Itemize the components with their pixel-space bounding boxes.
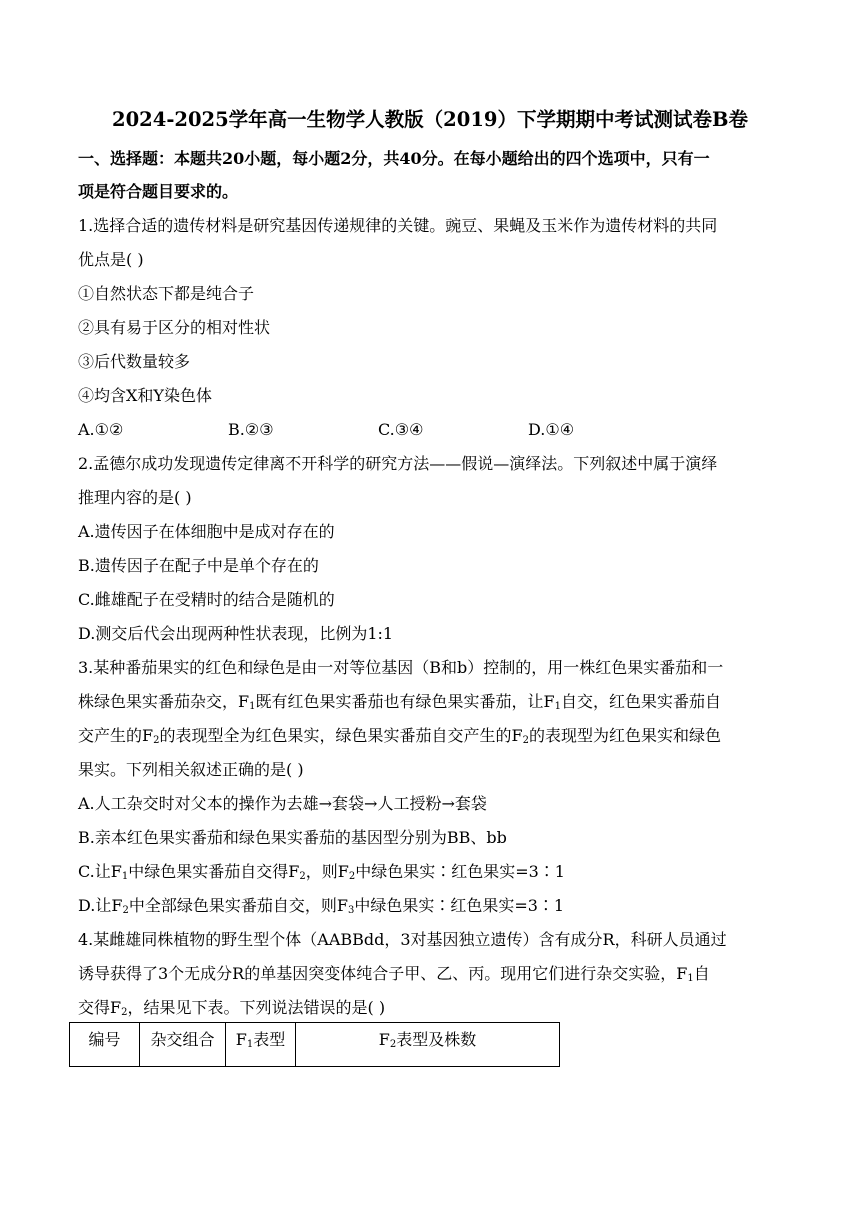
q3-option-c: C.让$F_1$中绿色果实番茄自交得$F_2$，则$F_2$中绿色果实∶红色果实=3∶1 <box>78 862 565 882</box>
q1-option-d: D.①④ <box>528 420 575 439</box>
q1-option-c: C.③④ <box>378 420 424 439</box>
table-header-row <box>70 1023 560 1067</box>
table-header-f1: $F_1$表型 <box>226 1023 296 1067</box>
q2-option-d: D.测交后代会出现两种性状表现，比例为1:1 <box>78 624 394 643</box>
q4-stem-line-1: 4.某雌雄同株植物的野生型个体（AABBdd，3对基因独立遗传）含有成分R，科研人员通过 <box>78 930 727 949</box>
section-header-line-2: 项是符合题目要求的。 <box>78 182 239 201</box>
q3-option-b: B.亲本红色果实番茄和绿色果实番茄的基因型分别为BB、bb <box>78 828 507 847</box>
q1-stem-line-2: 优点是( ) <box>78 250 144 269</box>
exam-title: 2024-2025学年高一生物学人教版（2019）下学期期中考试测试卷B卷 <box>112 108 748 131</box>
q2-option-c: C.雌雄配子在受精时的结合是随机的 <box>78 590 335 609</box>
q2-option-b: B.遗传因子在配子中是单个存在的 <box>78 556 319 575</box>
q3-option-a: A.人工杂交时对父本的操作为去雄→套袋→人工授粉→套袋 <box>78 794 487 813</box>
q3-stem-line-4: 果实。下列相关叙述正确的是( ) <box>78 760 304 779</box>
q2-option-a: A.遗传因子在体细胞中是成对存在的 <box>78 522 335 541</box>
q4-stem-line-3: 交得$F_2$，结果见下表。下列说法错误的是( ) <box>78 998 386 1018</box>
q3-option-d: D.让$F_2$中全部绿色果实番茄自交，则$F_3$中绿色果实∶红色果实=3∶1 <box>78 896 565 916</box>
q1-item-2: ②具有易于区分的相对性状 <box>78 318 271 337</box>
q3-stem-line-2: 株绿色果实番茄杂交，$F_1$既有红色果实番茄也有绿色果实番茄，让$F_1$自交，红色果实番茄自 <box>78 692 721 712</box>
table-header-cross: 杂交组合 <box>140 1023 226 1067</box>
q3-stem-line-1: 3.某种番茄果实的红色和绿色是由一对等位基因（B和b）控制的，用一株红色果实番茄和一 <box>78 658 724 677</box>
section-header-line-1: 一、选择题：本题共20小题，每小题2分，共40分。在每小题给出的四个选项中，只有一 <box>78 149 710 168</box>
q1-option-b: B.②③ <box>228 420 274 439</box>
q2-stem-line-2: 推理内容的是( ) <box>78 488 192 507</box>
q4-stem-line-2: 诱导获得了3个无成分R的单基因突变体纯合子甲、乙、丙。现用它们进行杂交实验，$F_1$自 <box>78 964 710 984</box>
q2-stem-line-1: 2.孟德尔成功发现遗传定律离不开科学的研究方法——假说—演绎法。下列叙述中属于演绎 <box>78 454 718 473</box>
q1-item-4: ④均含X和Y染色体 <box>78 386 212 405</box>
q4-results-table <box>69 1022 560 1067</box>
table-header-f2: $F_2$表型及株数 <box>296 1023 560 1067</box>
q1-item-3: ③后代数量较多 <box>78 352 191 371</box>
q1-option-a: A.①② <box>78 420 124 439</box>
q1-stem-line-1: 1.选择合适的遗传材料是研究基因传递规律的关键。豌豆、果蝇及玉米作为遗传材料的共同 <box>78 216 718 235</box>
table-header-id: 编号 <box>70 1023 140 1067</box>
q1-item-1: ①自然状态下都是纯合子 <box>78 284 255 303</box>
q3-stem-line-3: 交产生的$F_2$的表现型全为红色果实，绿色果实番茄自交产生的$F_2$的表现型为红色果实和绿色 <box>78 726 721 746</box>
